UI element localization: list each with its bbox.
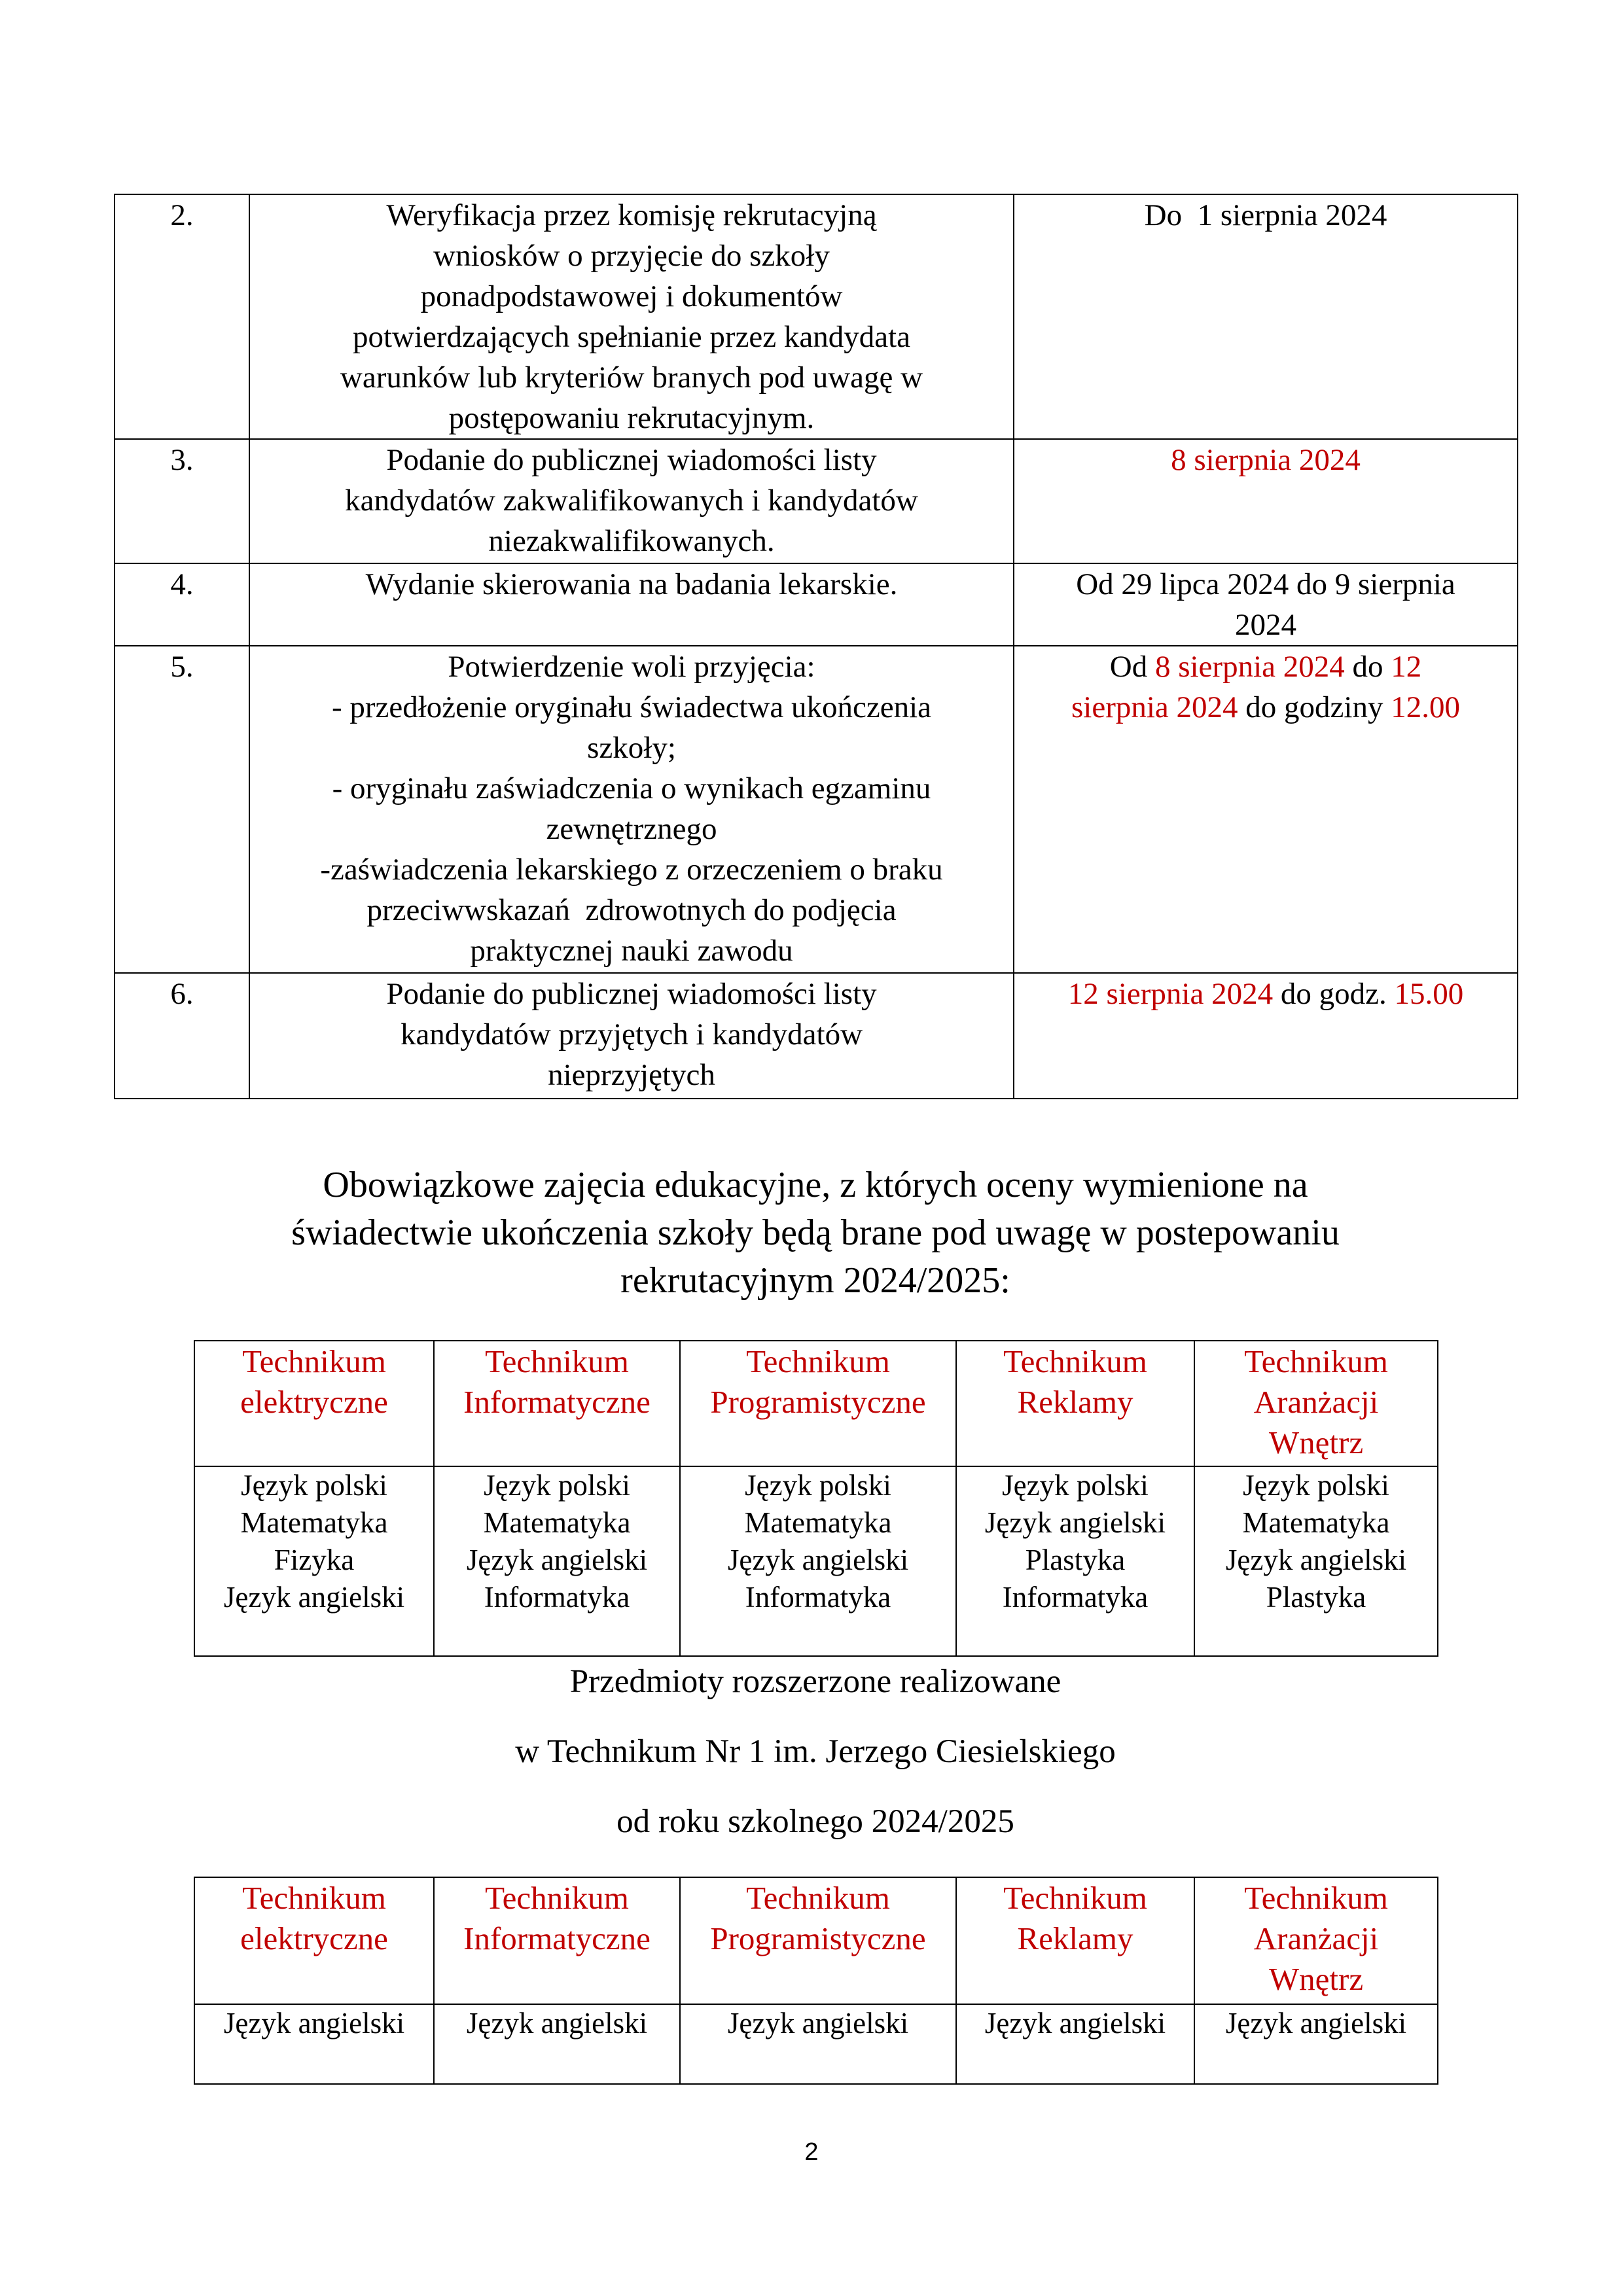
school-header: Technikum Programistyczne — [680, 1341, 956, 1466]
subject-list: Język polski Matematyka Język angielski Plastyka — [1194, 1466, 1438, 1656]
extended-subjects-heading-line: od roku szkolnego 2024/2025 — [616, 1803, 1014, 1840]
school-header: Technikum Reklamy — [956, 1341, 1194, 1466]
table-row — [115, 973, 1518, 1099]
school-header: Technikum Informatyczne — [434, 1877, 680, 2004]
row-description: Podanie do publicznej wiadomości listy kandydatów zakwalifikowanych i kandydatów niezakwalifikowanych. — [249, 439, 1014, 563]
row-description: Podanie do publicznej wiadomości listy kandydatów przyjętych i kandydatów nieprzyjętych — [249, 973, 1014, 1099]
row-date: 12 sierpnia 2024 do godz. 15.00 — [1014, 973, 1518, 1099]
table-row — [115, 194, 1518, 439]
school-header: Technikum Programistyczne — [680, 1877, 956, 2004]
row-number: 6. — [115, 973, 249, 1099]
extended-subjects-heading-line: Przedmioty rozszerzone realizowane — [569, 1663, 1061, 1700]
row-number: 4. — [115, 563, 249, 646]
extended-subjects-table — [194, 1877, 1438, 2085]
subject-list: Język polski Matematyka Fizyka Język angielski — [194, 1466, 434, 1656]
subject-list: Język angielski — [434, 2004, 680, 2084]
table-header-row — [194, 1341, 1438, 1466]
row-number: 3. — [115, 439, 249, 563]
school-header: Technikum Reklamy — [956, 1877, 1194, 2004]
page-number: 2 — [804, 2138, 819, 2166]
extended-subjects-heading-line: w Technikum Nr 1 im. Jerzego Ciesielskiego — [515, 1733, 1116, 1770]
subject-list: Język polski Język angielski Plastyka Informatyka — [956, 1466, 1194, 1656]
mandatory-subjects-heading: Obowiązkowe zajęcia edukacyjne, z których oceny wymienione na świadectwie ukończenia szkoły będą brane pod uwagę w postepowaniu rekrutacyjnym 2024/2025: — [291, 1165, 1340, 1301]
table-row — [115, 646, 1518, 973]
table-row — [115, 563, 1518, 646]
subject-list: Język polski Matematyka Język angielski Informatyka — [434, 1466, 680, 1656]
school-header: Technikum Aranżacji Wnętrz — [1194, 1877, 1438, 2004]
school-header: Technikum Informatyczne — [434, 1341, 680, 1466]
recruitment-schedule-table — [114, 194, 1518, 1099]
row-date: 8 sierpnia 2024 — [1014, 439, 1518, 563]
subject-list: Język angielski — [1194, 2004, 1438, 2084]
row-number: 2. — [115, 194, 249, 439]
subject-list: Język polski Matematyka Język angielski Informatyka — [680, 1466, 956, 1656]
row-date: Do 1 sierpnia 2024 — [1014, 194, 1518, 439]
table-row — [115, 439, 1518, 563]
row-description: Wydanie skierowania na badania lekarskie. — [249, 563, 1014, 646]
mandatory-subjects-table — [194, 1340, 1438, 1657]
row-number: 5. — [115, 646, 249, 973]
school-header: Technikum Aranżacji Wnętrz — [1194, 1341, 1438, 1466]
row-date: Od 8 sierpnia 2024 do 12 sierpnia 2024 do godziny 12.00 — [1014, 646, 1518, 973]
subject-list: Język angielski — [680, 2004, 956, 2084]
table-row — [194, 2004, 1438, 2084]
school-header: Technikum elektryczne — [194, 1877, 434, 2004]
table-header-row — [194, 1877, 1438, 2004]
subject-list: Język angielski — [194, 2004, 434, 2084]
row-description: Potwierdzenie woli przyjęcia: - przedłożenie oryginału świadectwa ukończenia szkoły; - oryginału zaświadczenia o wynikach egzaminu zewnętrznego -zaświadczenia lekarskiego z orzeczeniem o braku przeciwwskazań zdrowotnych do podjęcia praktycznej nauki zawodu — [249, 646, 1014, 973]
table-row — [194, 1466, 1438, 1656]
row-description: Weryfikacja przez komisję rekrutacyjną wniosków o przyjęcie do szkoły ponadpodstawowej i dokumentów potwierdzających spełnianie przez kandydata warunków lub kryteriów branych pod uwagę w postępowaniu rekrutacyjnym. — [249, 194, 1014, 439]
row-date: Od 29 lipca 2024 do 9 sierpnia 2024 — [1014, 563, 1518, 646]
school-header: Technikum elektryczne — [194, 1341, 434, 1466]
subject-list: Język angielski — [956, 2004, 1194, 2084]
